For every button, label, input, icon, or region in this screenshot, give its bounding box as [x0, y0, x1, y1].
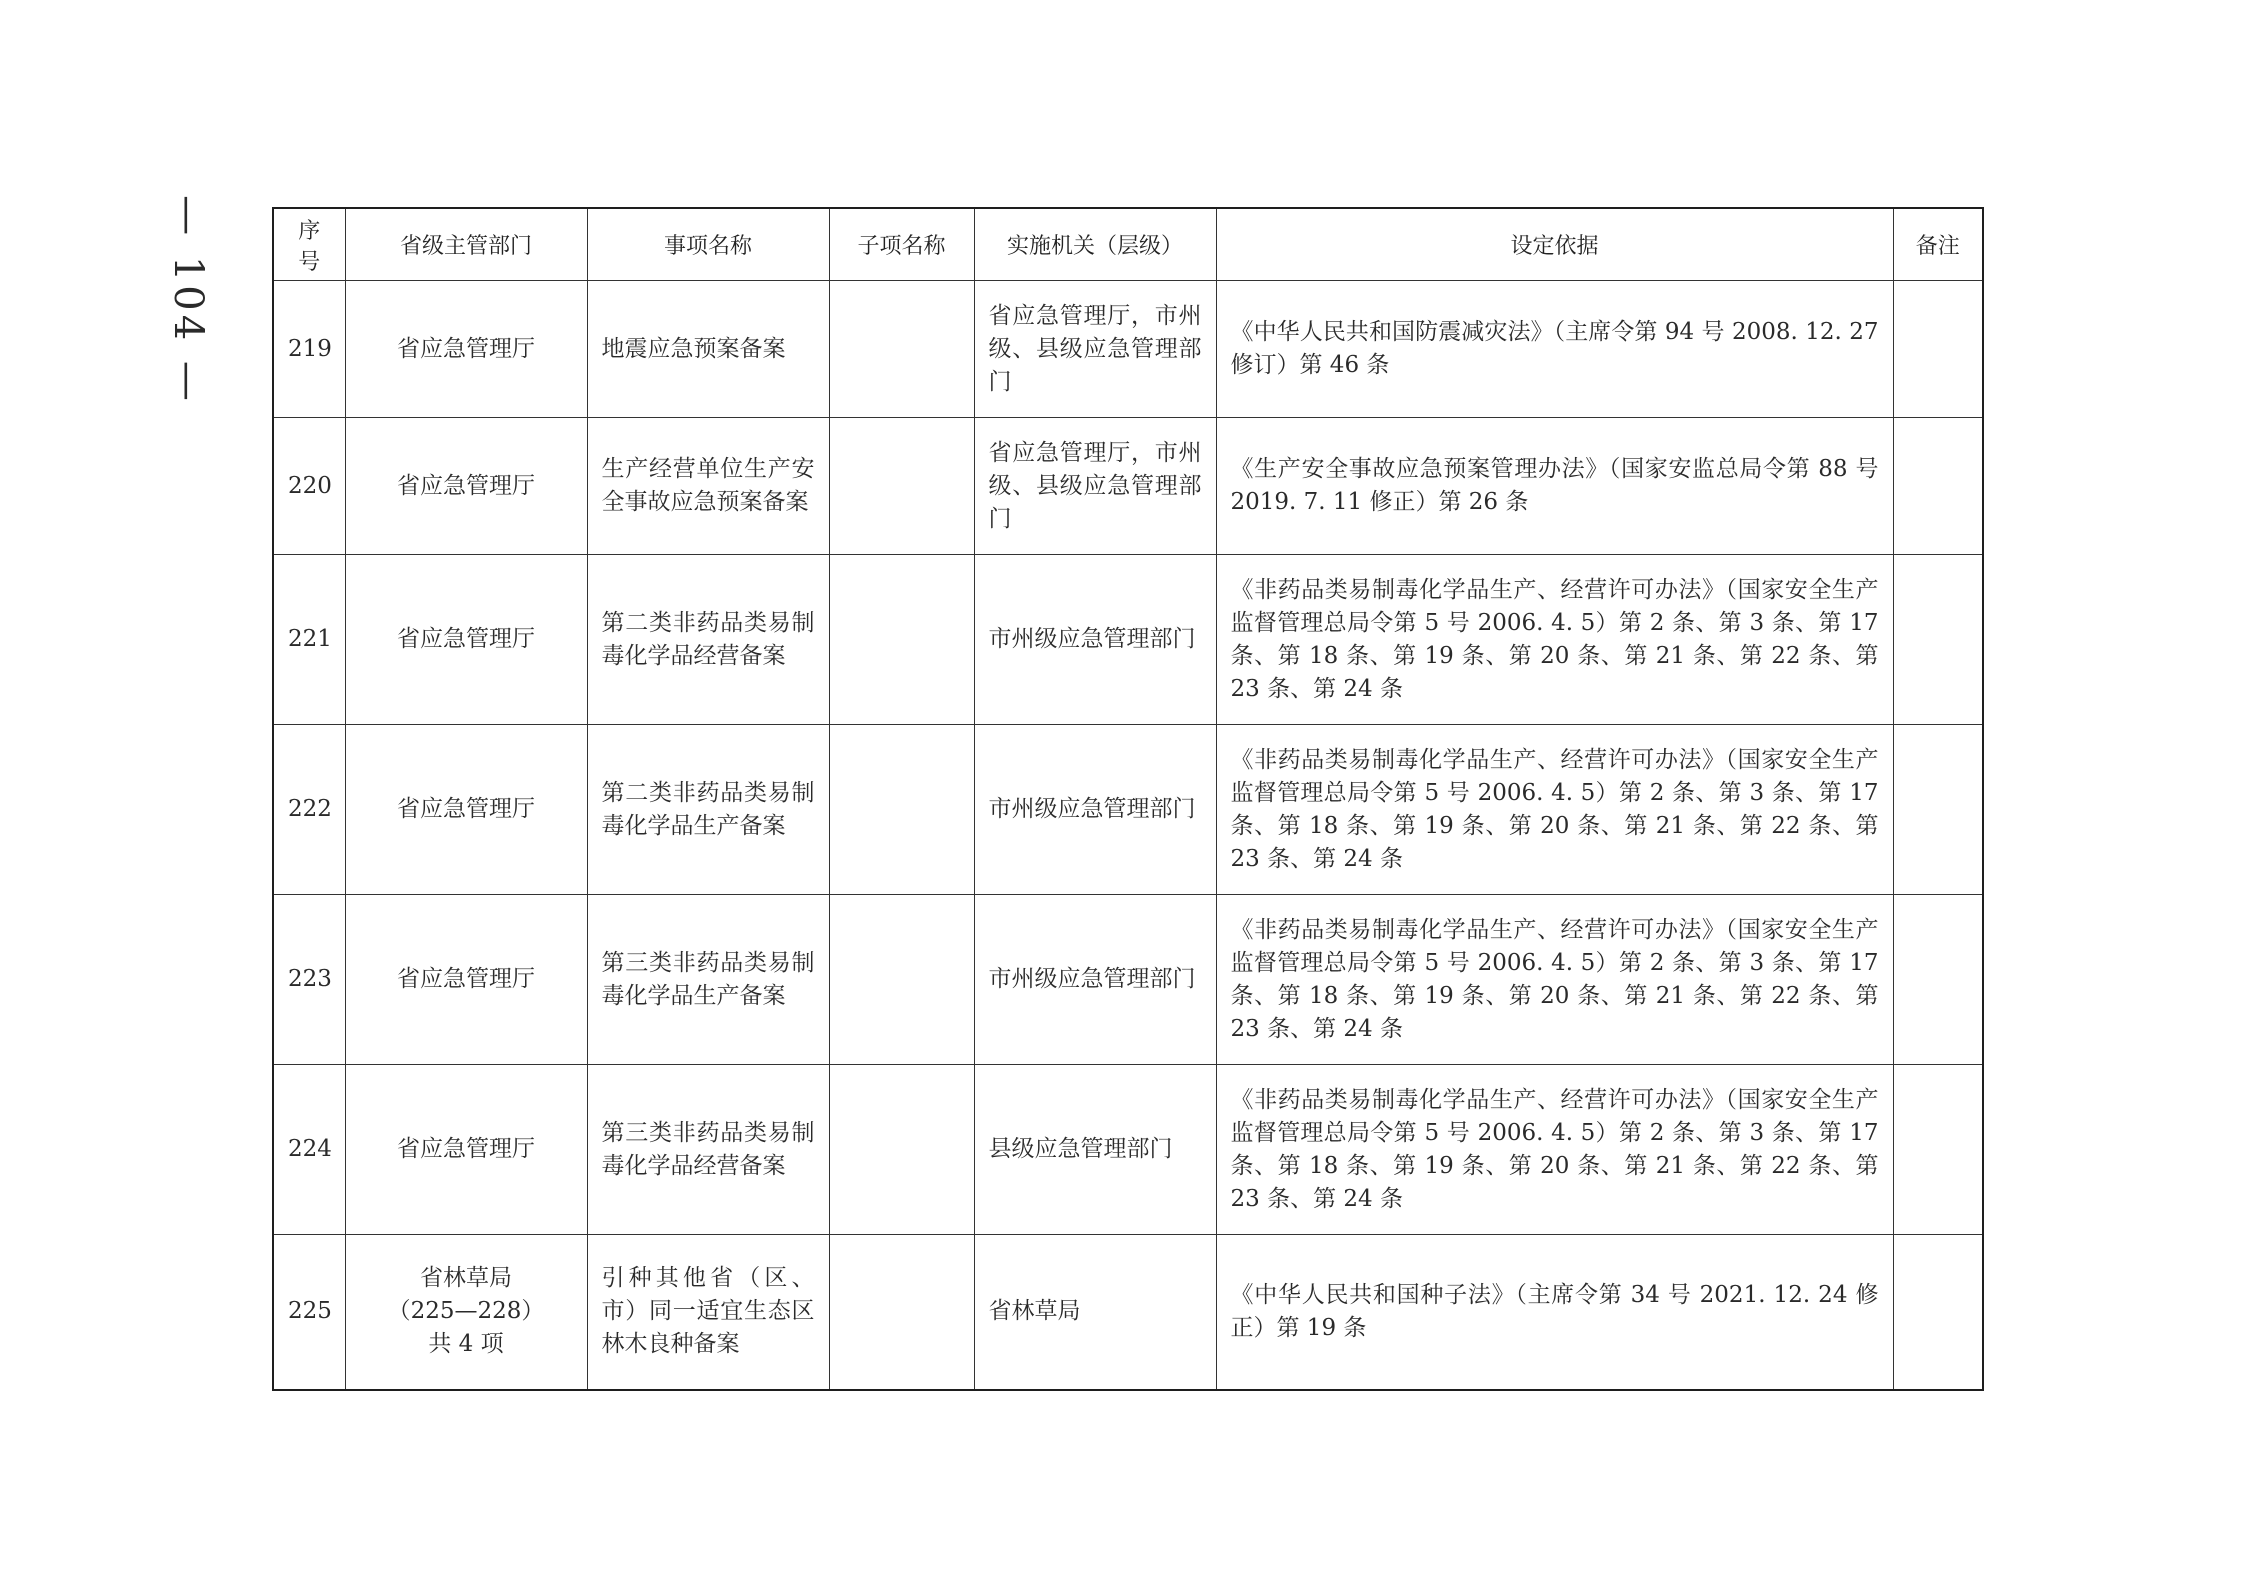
- table-row: [273, 281, 1983, 418]
- cell-seq: 225: [273, 1235, 345, 1390]
- cell-basis: 《非药品类易制毒化学品生产、经营许可办法》（国家安全生产监督管理总局令第 5 号 2006. 4. 5）第 2 条、第 3 条、第 17 条、第 18 条、第 19 条、第 20 条、第 21 条、第 22 条、第 23 条、第 24 条: [1216, 895, 1893, 1065]
- cell-seq: 222: [273, 725, 345, 895]
- header-item: 事项名称: [587, 208, 829, 281]
- cell-basis: 《生产安全事故应急预案管理办法》（国家安监总局令第 88 号 2019. 7. 11 修正）第 26 条: [1216, 418, 1893, 555]
- header-seq: 序号: [273, 208, 345, 281]
- cell-sub: [829, 725, 974, 895]
- cell-dept: 省应急管理厅: [345, 1065, 587, 1235]
- header-agency: 实施机关（层级）: [974, 208, 1216, 281]
- cell-sub: [829, 895, 974, 1065]
- cell-sub: [829, 418, 974, 555]
- cell-sub: [829, 281, 974, 418]
- cell-item: 生产经营单位生产安全事故应急预案备案: [587, 418, 829, 555]
- cell-basis: 《非药品类易制毒化学品生产、经营许可办法》（国家安全生产监督管理总局令第 5 号 2006. 4. 5）第 2 条、第 3 条、第 17 条、第 18 条、第 19 条、第 20 条、第 21 条、第 22 条、第 23 条、第 24 条: [1216, 1065, 1893, 1235]
- cell-seq: 223: [273, 895, 345, 1065]
- cell-sub: [829, 1065, 974, 1235]
- cell-basis: 《非药品类易制毒化学品生产、经营许可办法》（国家安全生产监督管理总局令第 5 号 2006. 4. 5）第 2 条、第 3 条、第 17 条、第 18 条、第 19 条、第 20 条、第 21 条、第 22 条、第 23 条、第 24 条: [1216, 725, 1893, 895]
- table-header-row: [273, 208, 1983, 281]
- cell-agency: 市州级应急管理部门: [974, 895, 1216, 1065]
- cell-item: 引种其他省（区、市）同一适宜生态区林木良种备案: [587, 1235, 829, 1390]
- table-row: [273, 725, 1983, 895]
- cell-dept: 省应急管理厅: [345, 418, 587, 555]
- cell-item: 第三类非药品类易制毒化学品经营备案: [587, 1065, 829, 1235]
- cell-agency: 市州级应急管理部门: [974, 725, 1216, 895]
- header-sub: 子项名称: [829, 208, 974, 281]
- cell-seq: 221: [273, 555, 345, 725]
- cell-item: 第二类非药品类易制毒化学品经营备案: [587, 555, 829, 725]
- cell-dept: 省应急管理厅: [345, 281, 587, 418]
- cell-note: [1893, 1235, 1983, 1390]
- table-row: [273, 895, 1983, 1065]
- cell-note: [1893, 418, 1983, 555]
- cell-agency: 省应急管理厅，市州级、县级应急管理部门: [974, 281, 1216, 418]
- table-row: [273, 1065, 1983, 1235]
- cell-dept: 省应急管理厅: [345, 895, 587, 1065]
- header-basis: 设定依据: [1216, 208, 1893, 281]
- items-table: [272, 207, 1984, 1391]
- table-row: [273, 1235, 1983, 1390]
- header-note: 备注: [1893, 208, 1983, 281]
- cell-item: 地震应急预案备案: [587, 281, 829, 418]
- page-number: — 104 —: [165, 195, 211, 405]
- cell-basis: 《中华人民共和国防震减灾法》（主席令第 94 号 2008. 12. 27 修订）第 46 条: [1216, 281, 1893, 418]
- cell-agency: 省应急管理厅，市州级、县级应急管理部门: [974, 418, 1216, 555]
- header-dept: 省级主管部门: [345, 208, 587, 281]
- cell-seq: 220: [273, 418, 345, 555]
- cell-agency: 县级应急管理部门: [974, 1065, 1216, 1235]
- cell-note: [1893, 1065, 1983, 1235]
- cell-agency: 市州级应急管理部门: [974, 555, 1216, 725]
- cell-agency: 省林草局: [974, 1235, 1216, 1390]
- cell-dept: 省应急管理厅: [345, 725, 587, 895]
- cell-sub: [829, 555, 974, 725]
- cell-note: [1893, 281, 1983, 418]
- cell-seq: 219: [273, 281, 345, 418]
- cell-note: [1893, 725, 1983, 895]
- cell-basis: 《中华人民共和国种子法》（主席令第 34 号 2021. 12. 24 修正）第 19 条: [1216, 1235, 1893, 1390]
- table-row: [273, 418, 1983, 555]
- cell-note: [1893, 895, 1983, 1065]
- cell-note: [1893, 555, 1983, 725]
- cell-seq: 224: [273, 1065, 345, 1235]
- cell-basis: 《非药品类易制毒化学品生产、经营许可办法》（国家安全生产监督管理总局令第 5 号 2006. 4. 5）第 2 条、第 3 条、第 17 条、第 18 条、第 19 条、第 20 条、第 21 条、第 22 条、第 23 条、第 24 条: [1216, 555, 1893, 725]
- cell-sub: [829, 1235, 974, 1390]
- cell-dept: 省应急管理厅: [345, 555, 587, 725]
- cell-item: 第三类非药品类易制毒化学品生产备案: [587, 895, 829, 1065]
- table-row: [273, 555, 1983, 725]
- cell-dept: 省林草局 （225—228） 共 4 项: [345, 1235, 587, 1390]
- cell-item: 第二类非药品类易制毒化学品生产备案: [587, 725, 829, 895]
